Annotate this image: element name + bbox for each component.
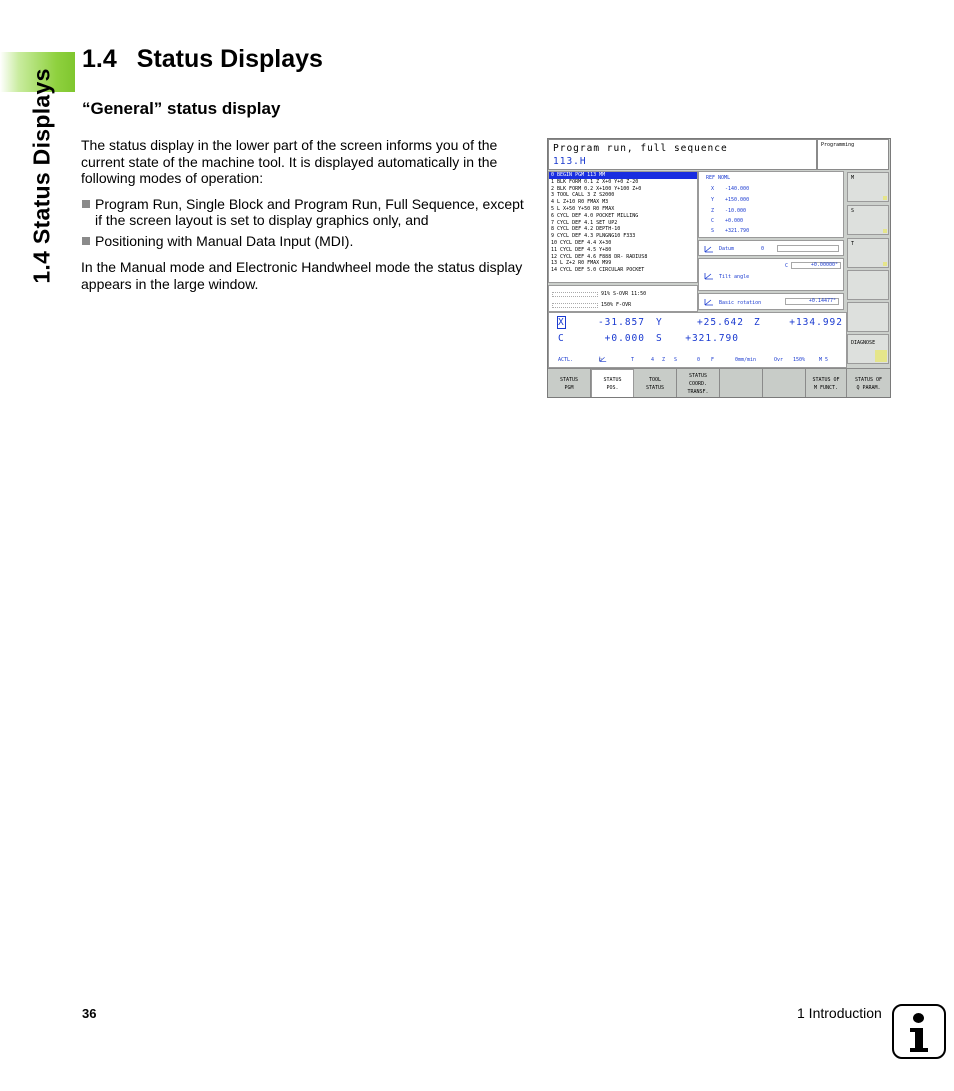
status-box-icon: □ — [599, 357, 603, 363]
program-line: 0 BEGIN PGM 113 MM — [549, 172, 697, 179]
outro-paragraph: In the Manual mode and Electronic Handwheel mode the status display appears in the large window. — [81, 259, 523, 292]
program-line: 2 BLK FORM 0.2 X+100 Y+100 Z+0 — [551, 185, 642, 192]
axis-label: X — [558, 317, 565, 328]
tilt-value: +0.00000° — [791, 262, 841, 269]
ref-row: Z -10.000 — [711, 208, 747, 214]
ref-row: X -140.000 — [711, 186, 750, 192]
softkey-status-pgm[interactable]: STATUS PGM — [548, 369, 591, 398]
axis-value: +134.992 — [789, 317, 843, 328]
softkey-diagnose[interactable]: DIAGNOSE — [847, 334, 889, 364]
program-line: 10 CYCL DEF 4.4 X+30 — [551, 239, 612, 246]
section-title: Status Displays — [136, 45, 323, 73]
tnc-screenshot — [547, 138, 891, 398]
program-line: 6 CYCL DEF 4.0 POCKET MILLING — [551, 212, 639, 219]
program-line: 7 CYCL DEF 4.1 SET UP2 — [551, 219, 618, 226]
rotation-icon — [704, 298, 714, 306]
axis-label: C — [558, 333, 565, 344]
chapter-label: 1 Introduction — [797, 1005, 882, 1021]
page-title — [82, 45, 323, 74]
datum-icon — [704, 245, 714, 253]
list-item: Positioning with Manual Data Input (MDI). — [81, 233, 526, 250]
axis-label: S — [656, 333, 663, 344]
body-text — [81, 137, 526, 301]
tilt-icon — [704, 272, 714, 280]
secondary-mode: Programming — [817, 139, 889, 170]
ref-row: C +0.000 — [711, 218, 744, 224]
program-listing — [548, 171, 698, 283]
program-line: 4 L Z+10 R0 FMAX M3 — [551, 199, 609, 206]
page-number: 36 — [82, 1006, 97, 1021]
softkey-t[interactable]: T — [847, 238, 889, 268]
program-line: 11 CYCL DEF 4.5 Y+80 — [551, 246, 612, 253]
softkey-tool-status[interactable]: TOOL STATUS — [634, 369, 677, 398]
program-name: 113.H — [553, 156, 587, 167]
section-number: 1.4 — [82, 45, 117, 73]
axis-label: Z — [754, 317, 761, 328]
softkey-blank[interactable] — [720, 369, 763, 398]
program-line: 13 L Z+2 R0 FMAX M99 — [551, 260, 612, 267]
softkey-blank[interactable] — [847, 270, 889, 300]
datum-field — [777, 245, 839, 252]
list-item: Program Run, Single Block and Program Run, Full Sequence, except if the screen layout is set to display graphics only, and — [81, 196, 526, 229]
bullet-square-icon — [82, 200, 90, 208]
program-line: 8 CYCL DEF 4.2 DEPTH-10 — [551, 226, 621, 233]
spindle-override: 91% S-OVR 11:50 — [601, 291, 647, 297]
softkey-blank[interactable] — [847, 302, 889, 332]
ref-row: S +321.790 — [711, 228, 750, 234]
softkey-status-pos[interactable]: STATUS POS. — [591, 369, 634, 398]
softkey-row — [548, 368, 890, 397]
axis-label: Y — [656, 317, 663, 328]
axis-value: +0.000 — [604, 333, 645, 344]
softkey-s[interactable]: S — [847, 205, 889, 235]
softkey-status-q[interactable]: STATUS OF Q PARAM. — [854, 376, 883, 391]
position-display: X -31.857 Y +25.642 Z +134.992 C +0.000 S +321.790 ACTL. □ T 4 Z S 0 F 0mm/min Ovr 150% M 5 — [548, 312, 847, 368]
ref-row: Y +150.000 — [711, 197, 750, 203]
program-line: 1 BLK FORM 0.1 Z X+0 Y+0 Z-20 — [551, 178, 639, 185]
mode-header — [548, 139, 817, 170]
axis-value: +25.642 — [696, 317, 744, 328]
datum-panel: Datum 0 — [698, 240, 844, 256]
rotation-value: +0.14477° — [785, 298, 839, 305]
bullet-list — [81, 196, 526, 250]
ref-caption: REF NOML — [706, 175, 731, 181]
coord-icon — [599, 355, 607, 363]
feed-override: 150% F-OVR — [601, 302, 632, 308]
tilt-panel: Tilt angle C +0.00000° — [698, 258, 844, 291]
bullet-square-icon — [82, 237, 90, 245]
spindle-override-bar — [552, 292, 598, 297]
program-line: 12 CYCL DEF 4.6 F888 DR- RADIUS8 — [551, 253, 648, 260]
subheading: “General” status display — [82, 99, 281, 118]
info-icon — [892, 1004, 946, 1059]
ref-nominal-panel — [698, 171, 844, 238]
program-line: 9 CYCL DEF 4.3 PLNGNG10 F333 — [551, 233, 636, 240]
program-line: 5 L X+50 Y+50 R0 FMAX — [551, 205, 615, 212]
override-panel — [548, 285, 698, 312]
axis-value: -31.857 — [597, 317, 645, 328]
program-line: 14 CYCL DEF 5.0 CIRCULAR POCKET — [551, 267, 645, 274]
softkey-blank[interactable] — [763, 369, 806, 398]
program-line: 3 TOOL CALL 3 Z S2000 — [551, 192, 615, 199]
feed-override-bar — [552, 303, 598, 308]
intro-paragraph: The status display in the lower part of the screen informs you of the current state of the machine tool. It is displayed automatically in the following modes of operation: — [81, 137, 498, 186]
mode-label: Program run, full sequence — [553, 143, 728, 154]
softkey-m[interactable]: M — [847, 172, 889, 202]
rotation-panel: Basic rotation +0.14477° — [698, 293, 844, 310]
axis-value: +321.790 — [685, 333, 739, 344]
softkey-status-m[interactable]: STATUS OF M FUNCT. — [806, 369, 847, 398]
side-title: 1.4 Status Displays — [28, 68, 55, 284]
softkey-status-coord[interactable]: STATUS COORD. TRANSF. — [677, 369, 720, 398]
